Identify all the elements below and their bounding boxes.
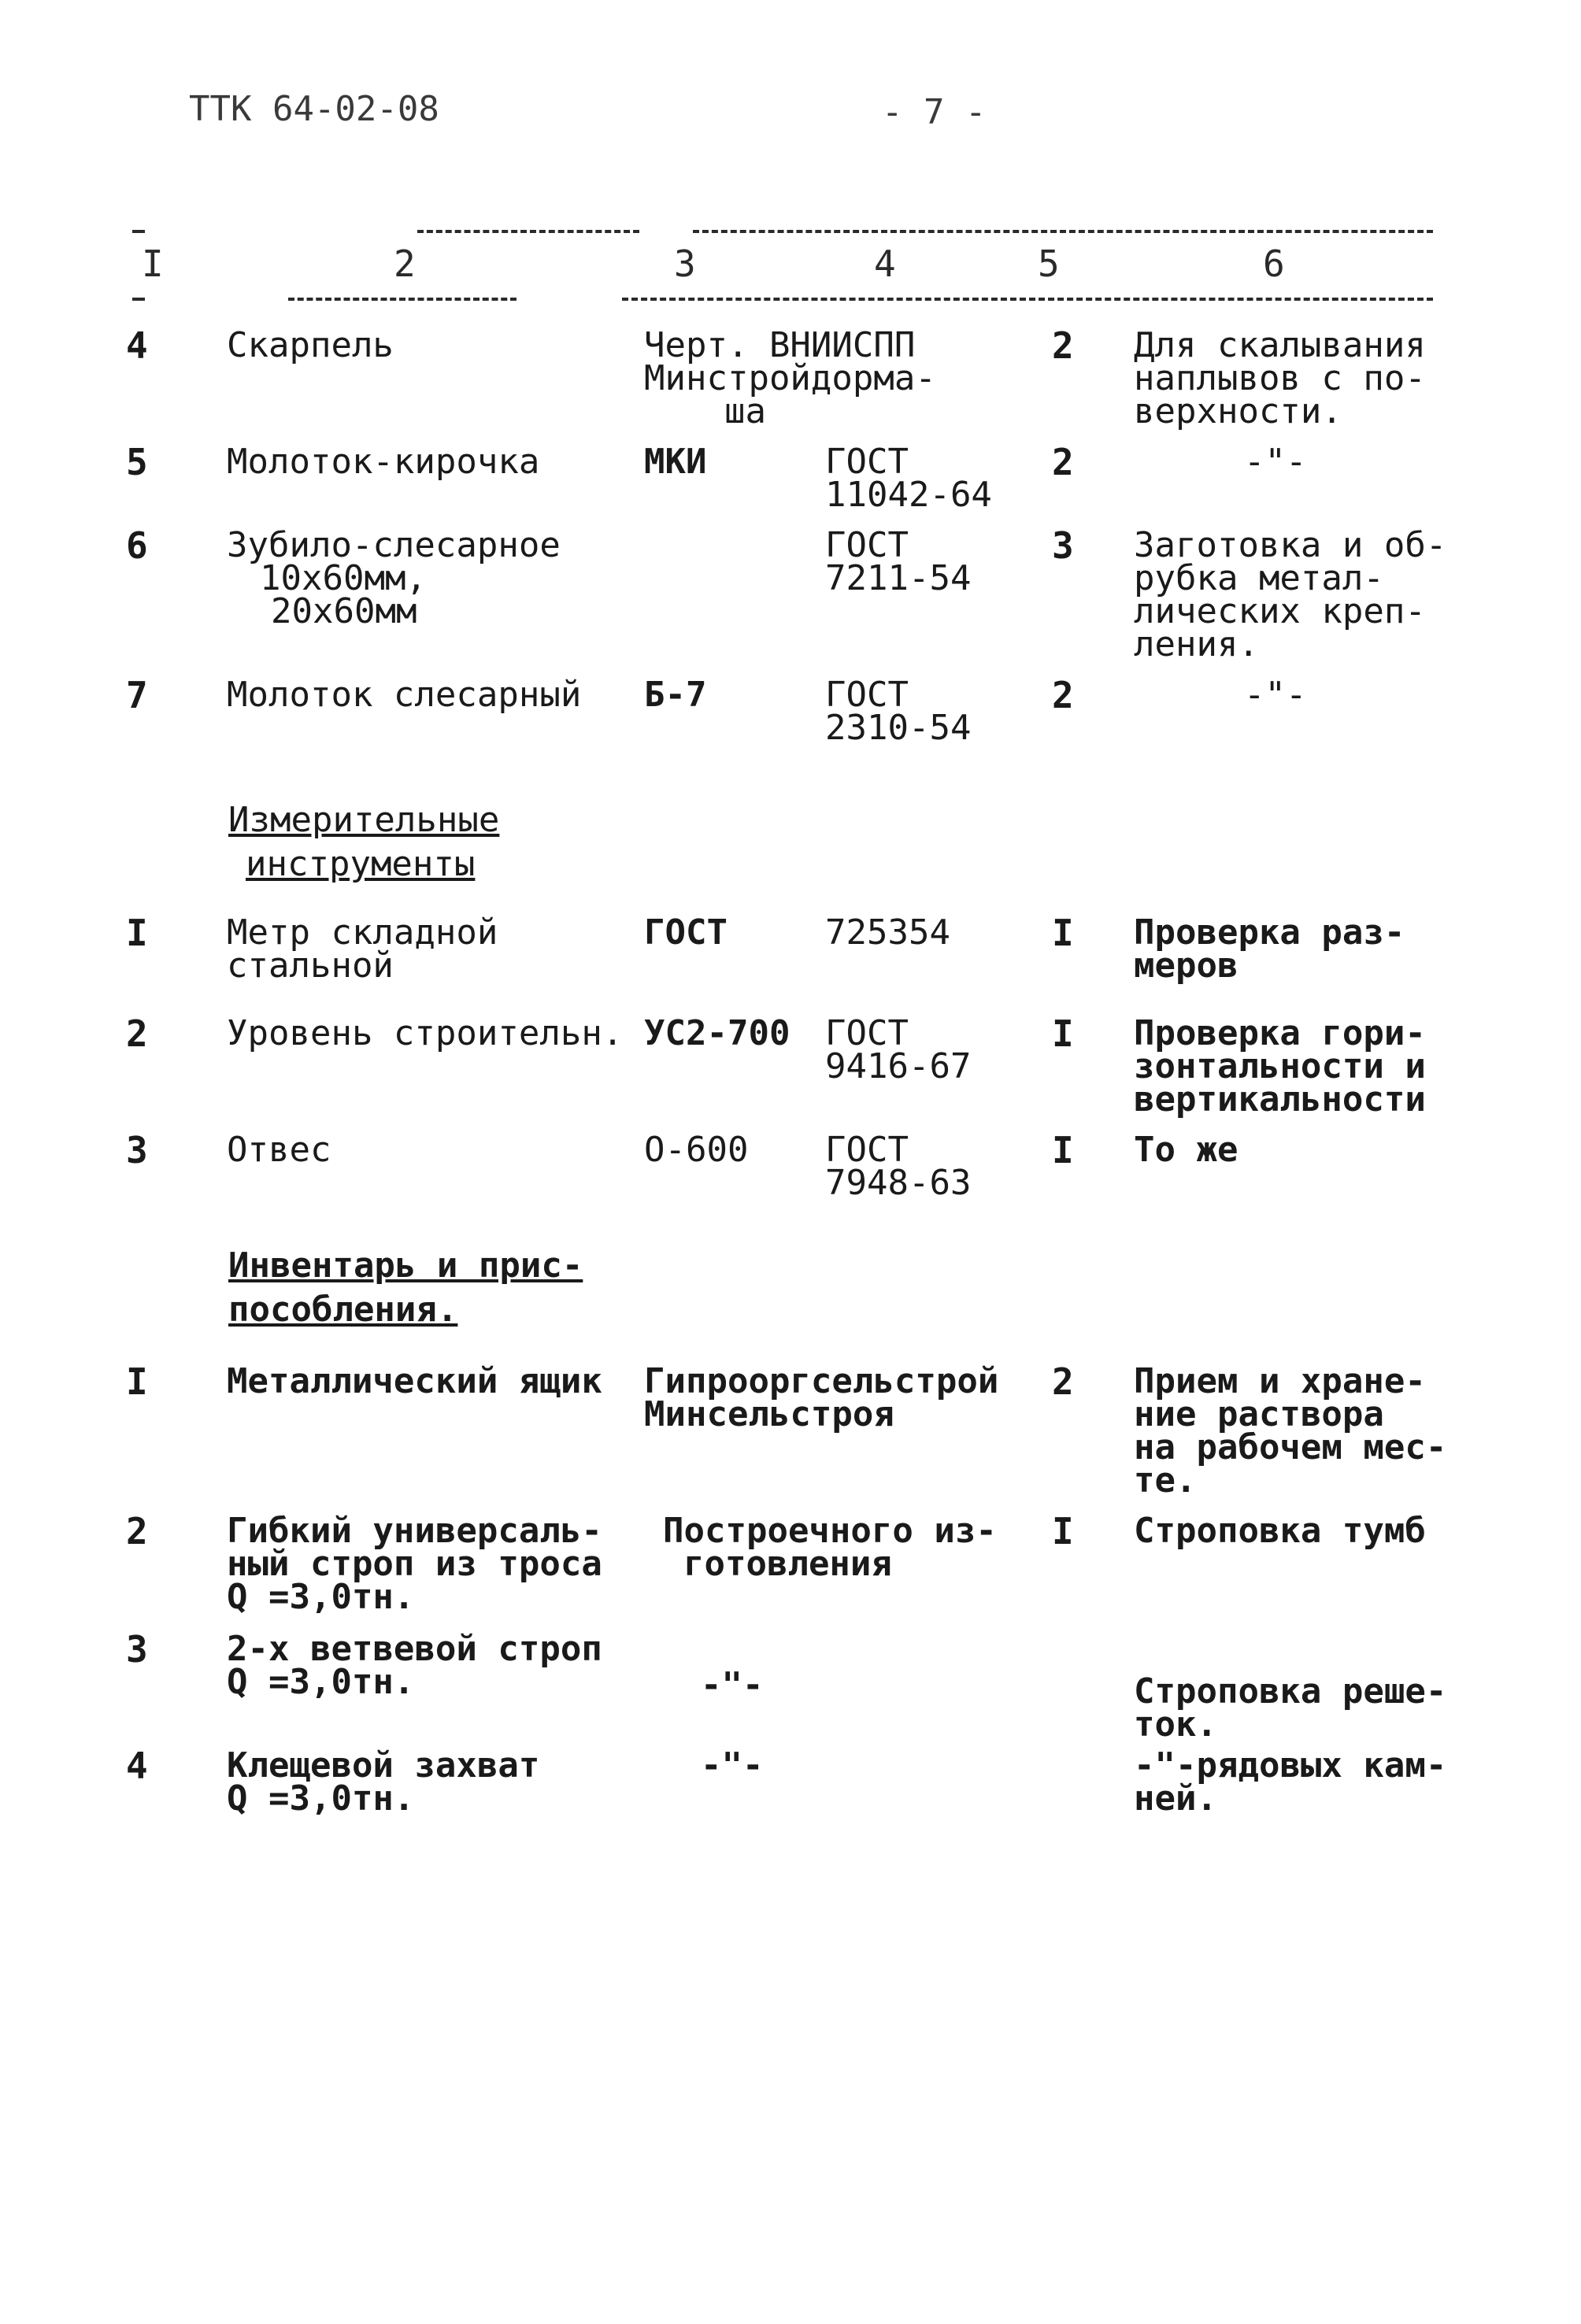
header-rule-bottom-mid xyxy=(288,298,517,301)
document-code: ТТК 64-02-08 xyxy=(189,89,439,129)
header-rule-top-right xyxy=(693,230,1433,233)
column-number-4: 4 xyxy=(874,242,896,285)
tool-mark: МКИ xyxy=(644,442,707,482)
gost: ГОСТ xyxy=(825,675,909,715)
quantity: I xyxy=(1052,912,1074,954)
column-number-5: 5 xyxy=(1038,242,1060,285)
maker: Гипрооргсельстрой xyxy=(644,1361,999,1401)
purpose-line2: ней. xyxy=(1134,1778,1217,1819)
gost-number: 7948-63 xyxy=(825,1163,972,1203)
gost: ГОСТ xyxy=(825,525,909,565)
tool-name-line2: 10х60мм, xyxy=(260,558,427,598)
gost: ГОСТ xyxy=(825,1013,909,1053)
purpose-line2: меров xyxy=(1134,946,1239,986)
section-heading-measuring xyxy=(228,798,499,886)
row-number: 7 xyxy=(126,674,148,716)
column-number-6: 6 xyxy=(1263,242,1285,285)
tool-name: Зубило-слесарное xyxy=(227,525,561,565)
tool-name-line2: ный строп из троса xyxy=(227,1544,602,1584)
tool-name-line2: Q =3,0тн. xyxy=(227,1662,415,1702)
section-heading-line2: пособления. xyxy=(228,1290,458,1330)
gost-number: 725354 xyxy=(825,912,950,953)
tool-mark: УС2-700 xyxy=(644,1013,790,1053)
maker: -"- xyxy=(701,1745,764,1786)
gost: ГОСТ xyxy=(825,1130,909,1170)
row-number: 5 xyxy=(126,441,148,483)
header-rule-bottom-left xyxy=(132,298,145,301)
tool-name-line3: 20х60мм xyxy=(271,591,417,631)
tool-name: Скарпель xyxy=(227,325,394,365)
purpose-line3: верхности. xyxy=(1134,391,1342,431)
purpose: Прием и хране- xyxy=(1134,1361,1426,1401)
tool-mark: ГОСТ xyxy=(644,912,728,953)
quantity: 2 xyxy=(1052,674,1074,716)
gost: ГОСТ xyxy=(825,442,909,482)
tool-name-line2: стальной xyxy=(227,946,394,986)
tool-name-line3: Q =3,0тн. xyxy=(227,1577,415,1617)
row-number: 2 xyxy=(126,1510,148,1552)
tool-mark-line3: ша xyxy=(724,391,766,431)
purpose-line2: зонтальности и xyxy=(1134,1046,1426,1086)
row-number: I xyxy=(126,912,148,954)
purpose: Для скалывания xyxy=(1134,325,1426,365)
tool-mark: О-600 xyxy=(644,1130,749,1170)
purpose-line2: рубка метал- xyxy=(1134,558,1384,598)
quantity: I xyxy=(1052,1012,1074,1055)
row-number: 3 xyxy=(126,1129,148,1171)
tool-name: Металлический ящик xyxy=(227,1361,602,1401)
column-number-2: 2 xyxy=(394,242,416,285)
row-number: I xyxy=(126,1360,148,1403)
purpose-line2: ток. xyxy=(1134,1704,1217,1745)
purpose: -"- xyxy=(1244,675,1307,715)
row-number: 3 xyxy=(126,1628,148,1671)
purpose: -"- xyxy=(1244,442,1307,482)
tool-name: Молоток-кирочка xyxy=(227,442,540,482)
page-number: - 7 - xyxy=(882,92,987,132)
quantity: 2 xyxy=(1052,441,1074,483)
gost-number: 7211-54 xyxy=(825,558,972,598)
row-number: 4 xyxy=(126,1745,148,1787)
purpose: Проверка раз- xyxy=(1134,912,1405,953)
purpose-line2: ние раствора xyxy=(1134,1394,1384,1434)
purpose: Проверка гори- xyxy=(1134,1013,1426,1053)
tool-name: Клещевой захват xyxy=(227,1745,540,1786)
tool-name: Метр складной xyxy=(227,912,498,953)
purpose-line4: ления. xyxy=(1134,624,1259,664)
quantity: 2 xyxy=(1052,324,1074,367)
tool-mark-line2: Минстройдорма- xyxy=(644,358,936,398)
quantity: I xyxy=(1052,1129,1074,1171)
section-heading-line2: инструменты xyxy=(246,844,476,884)
section-heading-line1: Измерительные xyxy=(228,800,500,840)
purpose: Строповка реше- xyxy=(1134,1671,1447,1712)
quantity: 2 xyxy=(1052,1360,1074,1403)
quantity: 3 xyxy=(1052,524,1074,567)
section-heading-inventory xyxy=(228,1244,583,1332)
maker-line2: Минсельстроя xyxy=(644,1394,894,1434)
column-number-3: 3 xyxy=(674,242,696,285)
tool-name: Отвес xyxy=(227,1130,331,1170)
row-number: 6 xyxy=(126,524,148,567)
header-rule-bottom-right xyxy=(622,298,1433,301)
maker: Построечного из- xyxy=(663,1511,997,1551)
maker-line2: готовления xyxy=(683,1544,892,1584)
maker: -"- xyxy=(701,1665,764,1705)
tool-mark: Б-7 xyxy=(644,675,707,715)
tool-name: Молоток слесарный xyxy=(227,675,582,715)
purpose-line3: лических креп- xyxy=(1134,591,1426,631)
gost-number: 2310-54 xyxy=(825,708,972,748)
quantity: I xyxy=(1052,1510,1074,1552)
purpose-line3: вертикальности xyxy=(1134,1079,1426,1119)
header-rule-top-left xyxy=(132,230,145,233)
purpose: Заготовка и об- xyxy=(1134,525,1447,565)
header-rule-top-mid xyxy=(417,230,639,233)
tool-name: Гибкий универсаль- xyxy=(227,1511,602,1551)
row-number: 4 xyxy=(126,324,148,367)
purpose-line4: те. xyxy=(1134,1460,1197,1501)
tool-name: Уровень строительн. xyxy=(227,1013,624,1053)
section-heading-line1: Инвентарь и прис- xyxy=(228,1245,583,1286)
gost-number: 9416-67 xyxy=(825,1046,972,1086)
purpose: -"-рядовых кам- xyxy=(1134,1745,1447,1786)
tool-mark: Черт. ВНИИСПП xyxy=(644,325,916,365)
tool-name: 2-х ветвевой строп xyxy=(227,1629,602,1669)
purpose: То же xyxy=(1134,1130,1239,1170)
purpose: Строповка тумб xyxy=(1134,1511,1426,1551)
purpose-line3: на рабочем мес- xyxy=(1134,1427,1447,1467)
purpose-line2: наплывов с по- xyxy=(1134,358,1426,398)
row-number: 2 xyxy=(126,1012,148,1055)
column-number-1: I xyxy=(142,242,164,285)
tool-name-line2: Q =3,0тн. xyxy=(227,1778,415,1819)
gost-number: 11042-64 xyxy=(825,475,992,515)
